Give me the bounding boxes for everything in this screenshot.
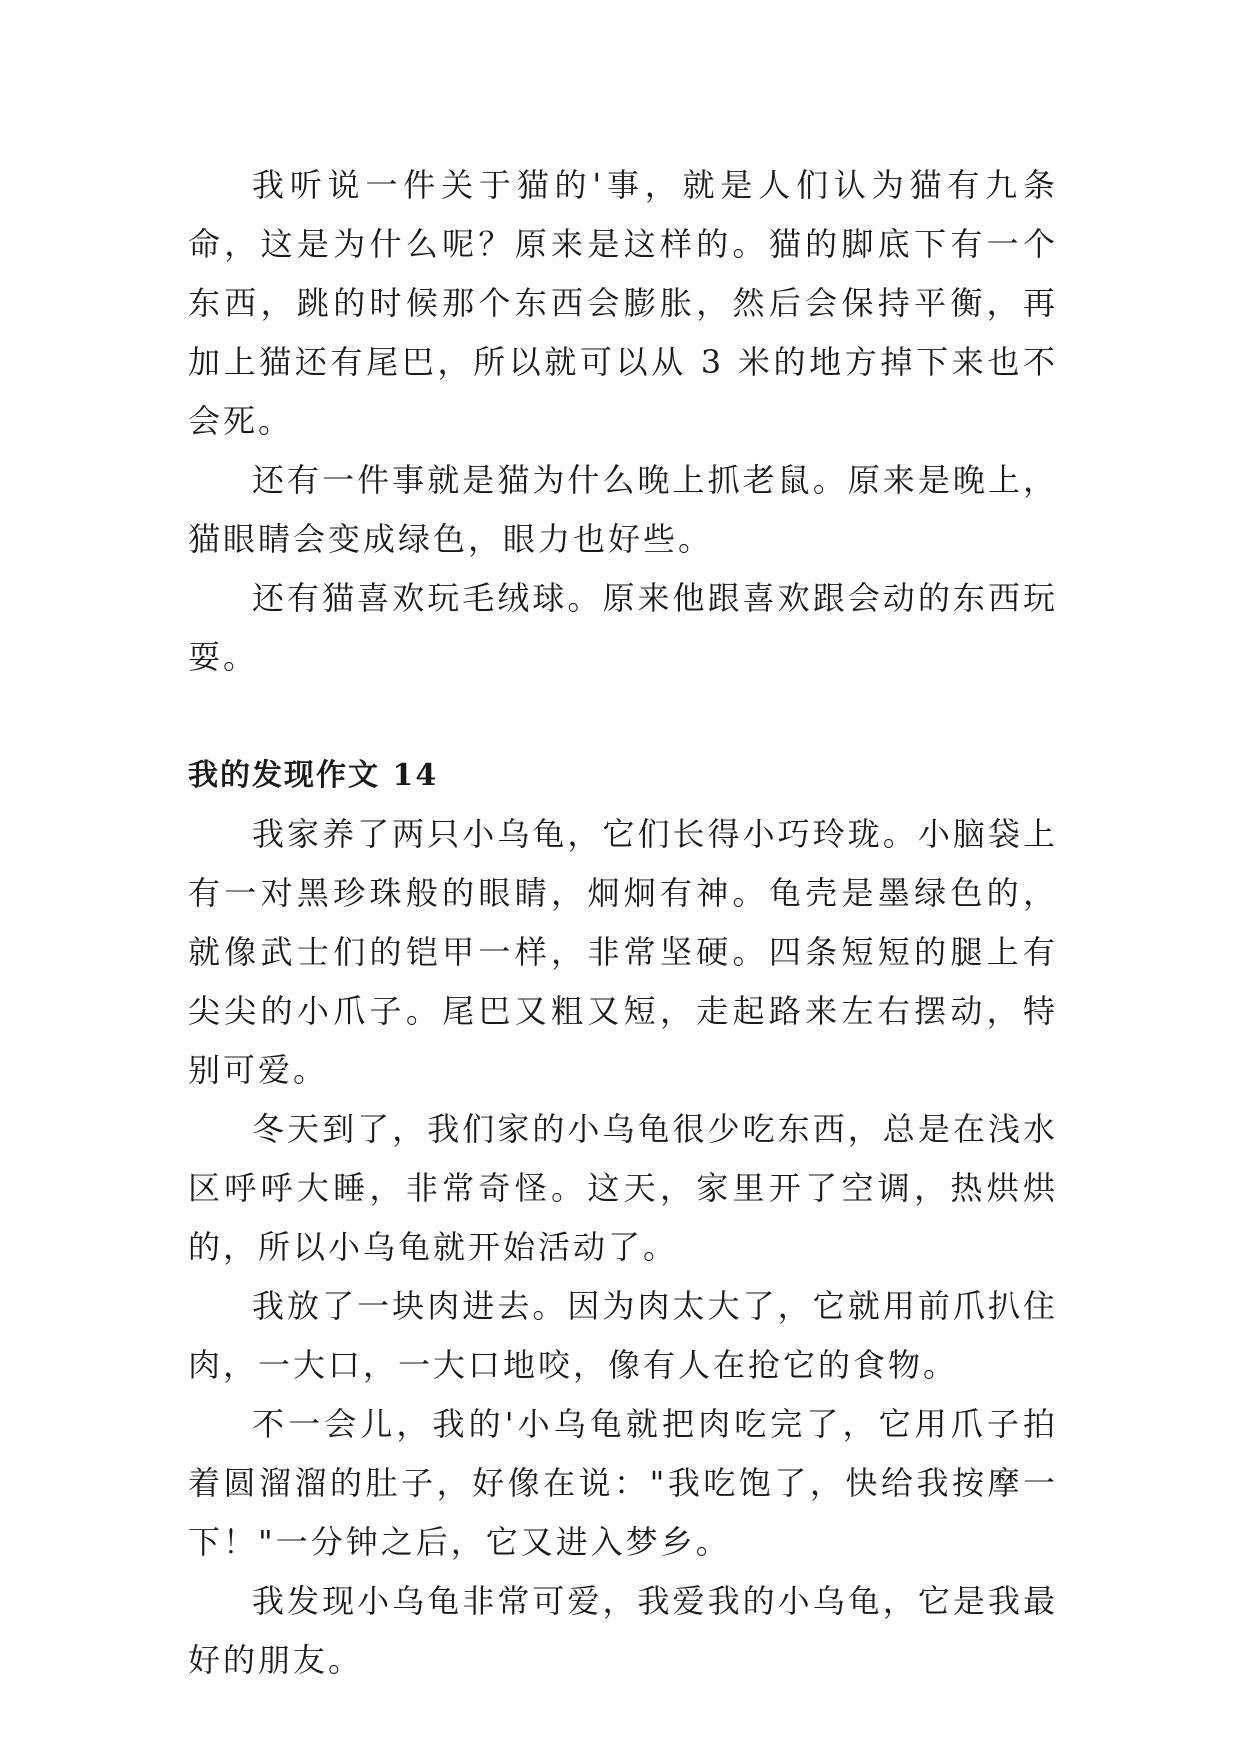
paragraph: 我发现小乌龟非常可爱，我爱我的小乌龟，它是我最好的朋友。	[188, 1582, 1058, 1679]
paragraph: 冬天到了，我们家的小乌龟很少吃东西，总是在浅水区呼呼大睡，非常奇怪。这天，家里开了空调，热烘烘的，所以小乌龟就开始活动了。	[188, 1110, 1058, 1266]
paragraph: 还有一件事就是猫为什么晚上抓老鼠。原来是晚上，猫眼睛会变成绿色，眼力也好些。	[188, 461, 1058, 558]
essay-title: 我的发现作文 14	[188, 758, 439, 793]
paragraph: 不一会儿，我的'小乌龟就把肉吃完了，它用爪子拍着圆溜溜的肚子，好像在说："我吃饱了，快给我按摩一下！"一分钟之后，它又进入梦乡。	[188, 1405, 1058, 1561]
document-body	[188, 156, 1058, 1690]
paragraph: 我放了一块肉进去。因为肉太大了，它就用前爪扒住肉，一大口，一大口地咬，像有人在抢它的食物。	[188, 1287, 1058, 1384]
paragraph: 我家养了两只小乌龟，它们长得小巧玲珑。小脑袋上有一对黑珍珠般的眼睛，炯炯有神。龟壳是墨绿色的，就像武士们的铠甲一样，非常坚硬。四条短短的腿上有尖尖的小爪子。尾巴又粗又短，走起路来左右摆动，特别可爱。	[188, 815, 1058, 1089]
paragraph: 我听说一件关于猫的'事，就是人们认为猫有九条命，这是为什么呢？原来是这样的。猫的脚底下有一个东西，跳的时候那个东西会膨胀，然后会保持平衡，再加上猫还有尾巴，所以就可以从 3 米的地方掉下来也不会死。	[188, 166, 1058, 440]
paragraph: 还有猫喜欢玩毛绒球。原来他跟喜欢跟会动的东西玩耍。	[188, 579, 1058, 676]
